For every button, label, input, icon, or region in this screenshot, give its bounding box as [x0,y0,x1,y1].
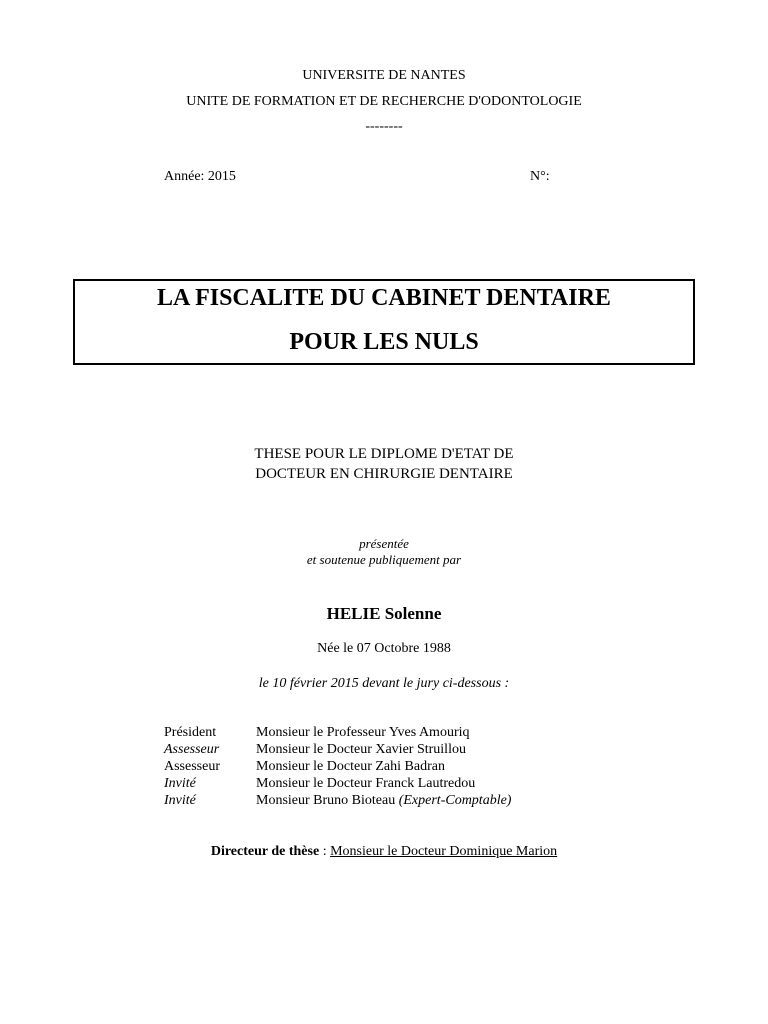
thesis-title-line2: POUR LES NULS [289,329,479,355]
presented-line1: présentée [359,536,409,551]
jury-member-name: Monsieur le Professeur Yves Amouriq [256,725,470,740]
author-birth: Née le 07 Octobre 1988 [317,641,451,656]
thesis-title-box [73,279,695,365]
thesis-desc-line1: THESE POUR LE DIPLOME D'ETAT DE [254,446,514,462]
number-label: N°: [530,169,550,184]
thesis-title-line1: LA FISCALITE DU CABINET DENTAIRE [157,285,611,311]
director-name: Monsieur le Docteur Dominique Marion [330,844,558,859]
jury-member-note: (Expert-Comptable) [398,793,512,808]
jury-role-president: Président [164,725,217,740]
jury-member-name: Monsieur Bruno Bioteau [256,793,396,808]
jury-member-name: Monsieur le Docteur Franck Lautredou [256,776,476,791]
thesis-director [0,844,768,860]
defense-date: le 10 février 2015 devant le jury ci-dessous : [258,676,510,691]
jury-member-row [256,793,511,809]
jury-role-assesseur: Assesseur [164,742,220,757]
director-separator: : [319,844,331,859]
jury-role-invite: Invité [164,776,196,791]
jury-role-assesseur: Assesseur [164,759,220,774]
research-unit: UNITE DE FORMATION ET DE RECHERCHE D'ODONTOLOGIE [186,94,582,109]
presented-line2: et soutenue publiquement par [306,552,462,567]
author-name: HELIE Solenne [326,604,442,623]
header-separator: -------- [365,119,403,134]
jury-member-name: Monsieur le Docteur Xavier Struillou [256,742,466,757]
university-name: UNIVERSITE DE NANTES [302,68,466,83]
director-label: Directeur de thèse [210,844,320,859]
jury-member-name: Monsieur le Docteur Zahi Badran [256,759,445,774]
year-label: Année: 2015 [164,169,236,184]
thesis-desc-line2: DOCTEUR EN CHIRURGIE DENTAIRE [255,466,513,482]
jury-role-invite: Invité [164,793,196,808]
